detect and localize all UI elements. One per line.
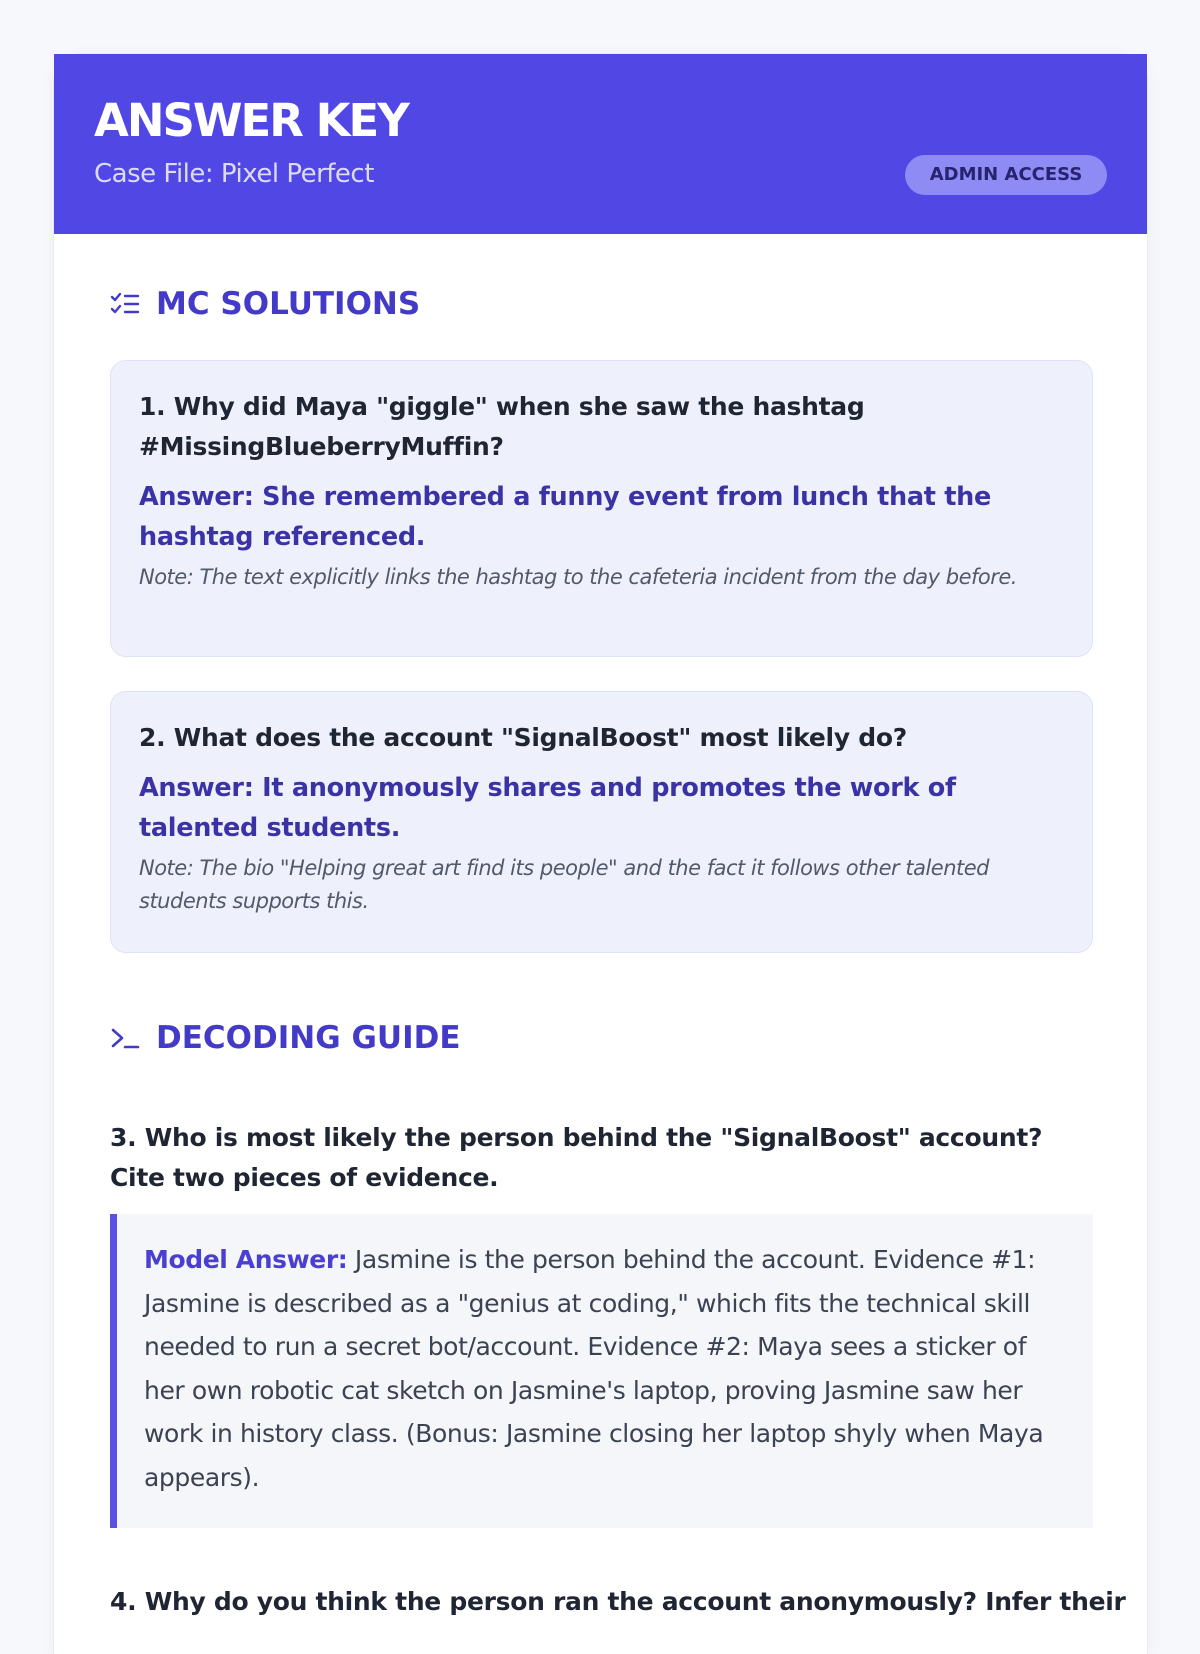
- open-question-3: 3. Who is most likely the person behind the "SignalBoost" account? Cite two pieces of evidence.: [110, 1123, 1043, 1192]
- mc-question-card: [110, 691, 1093, 953]
- terminal-icon: [110, 1023, 140, 1053]
- checklist-icon: [110, 289, 140, 319]
- question-text: 2. What does the account "SignalBoost" most likely do?: [139, 723, 907, 752]
- note-text: Note: The text explicitly links the hashtag to the cafeteria incident from the day before.: [139, 565, 1017, 589]
- question-text: 1. Why did Maya "giggle" when she saw the hashtag #MissingBlueberryMuffin?: [139, 392, 865, 461]
- answer-text: Answer: It anonymously shares and promotes the work of talented students.: [139, 773, 956, 843]
- mc-question-card: [110, 360, 1093, 657]
- page-title: ANSWER KEY: [94, 94, 408, 147]
- answer-key-card: [54, 54, 1147, 1654]
- answer-text: Answer: She remembered a funny event from lunch that the hashtag referenced.: [139, 482, 991, 552]
- model-answer-text: Jasmine is the person behind the account. Evidence #1: Jasmine is described as a "genius at coding," which fits the technical skill needed to run a secret bot/account. Evidence #2: Maya sees a sticker of her own robotic cat sketch on Jasmine's laptop, proving Jasmine saw her work in history class. (Bonus: Jasmine closing her laptop shyly when Maya appears).: [144, 1245, 1044, 1492]
- mc-solutions-heading: [110, 286, 420, 322]
- section-title: MC SOLUTIONS: [156, 286, 421, 322]
- case-file-subtitle: Case File: Pixel Perfect: [94, 159, 374, 189]
- note-text: Note: The bio "Helping great art find its people" and the fact it follows other talented students supports this.: [139, 856, 989, 913]
- admin-access-badge: ADMIN ACCESS: [905, 155, 1107, 195]
- model-answer-box: [110, 1214, 1093, 1528]
- decoding-guide-heading: [110, 1020, 461, 1056]
- header-banner: [54, 54, 1147, 234]
- section-title: DECODING GUIDE: [156, 1020, 461, 1056]
- model-answer-label: Model Answer:: [144, 1245, 348, 1274]
- open-question-4: 4. Why do you think the person ran the account anonymously? Infer their: [110, 1587, 1126, 1616]
